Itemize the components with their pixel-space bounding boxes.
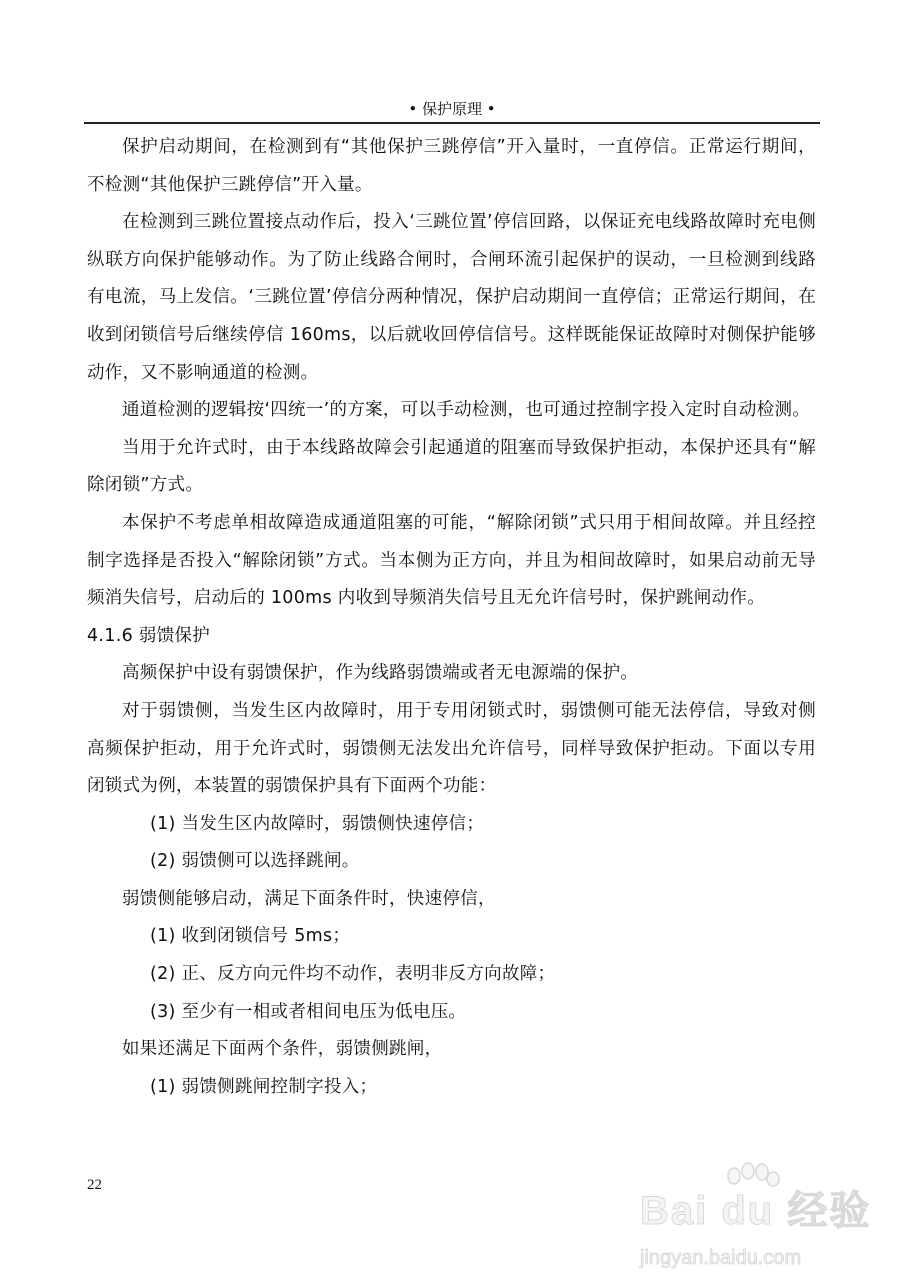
paragraph: 对于弱馈侧，当发生区内故障时，用于专用闭锁式时，弱馈侧可能无法停信，导致对侧高频保护拒动，用于允许式时，弱馈侧无法发出允许信号，同样导致保护拒动。下面以专用闭锁式为例，本装置的弱馈保护具有下面两个功能： — [87, 700, 816, 797]
list-item: (2) 弱馈侧可以选择跳闸。 — [150, 851, 360, 872]
list-item: (1) 弱馈侧跳闸控制字投入； — [150, 1076, 378, 1097]
paw-logo-icon — [718, 1162, 788, 1188]
list-item: (1) 当发生区内故障时，弱馈侧快速停信； — [150, 813, 485, 834]
running-header: • 保护原理 • — [408, 100, 496, 118]
header-rule — [84, 122, 820, 124]
paragraph: 如果还满足下面两个条件，弱馈侧跳闸， — [122, 1039, 443, 1060]
list-item: (1) 收到闭锁信号 5ms； — [150, 926, 351, 947]
paragraph: 通道检测的逻辑按‘四统一’的方案，可以手动检测，也可通过控制字投入定时自动检测。 — [122, 400, 811, 421]
document-body — [87, 129, 816, 1106]
paragraph: 当用于允许式时，由于本线路故障会引起通道的阻塞而导致保护拒动，本保护还具有“解除闭锁”方式。 — [87, 437, 816, 496]
baidu-watermark — [640, 1162, 880, 1277]
watermark-url: jingyan.baidu.com — [640, 1247, 802, 1269]
page-number: 22 — [87, 1177, 102, 1193]
list-item: (3) 至少有一相或者相间电压为低电压。 — [150, 1001, 467, 1022]
paragraph: 本保护不考虑单相故障造成通道阻塞的可能，“解除闭锁”式只用于相间故障。并且经控制字选择是否投入“解除闭锁”方式。当本侧为正方向，并且为相间故障时，如果启动前无导频消失信号，启动后的 100ms 内收到导频消失信号且无允许信号时，保护跳闸动作。 — [87, 512, 816, 609]
paragraph: 弱馈侧能够启动，满足下面条件时，快速停信， — [122, 888, 496, 909]
list-item: (2) 正、反方向元件均不动作，表明非反方向故障； — [150, 964, 556, 985]
paragraph: 高频保护中设有弱馈保护，作为线路弱馈端或者无电源端的保护。 — [122, 663, 639, 684]
watermark-logo-text: Bai du 经验 — [640, 1189, 872, 1233]
paragraph: 在检测到三跳位置接点动作后，投入‘三跳位置’停信回路，以保证充电线路故障时充电侧纵联方向保护能够动作。为了防止线路合闸时，合闸环流引起保护的误动，一旦检测到线路有电流，马上发信。‘三跳位置’停信分两种情况，保护启动期间一直停信；正常运行期间，在收到闭锁信号后继续停信 160ms，以后就收回停信信号。这样既能保证故障时对侧保护能够动作，又不影响通道的检测。 — [87, 212, 816, 383]
section-heading: 4.1.6 弱馈保护 — [87, 625, 211, 646]
paragraph: 保护启动期间，在检测到有“其他保护三跳停信”开入量时，一直停信。正常运行期间，不检测“其他保护三跳停信”开入量。 — [87, 137, 816, 195]
